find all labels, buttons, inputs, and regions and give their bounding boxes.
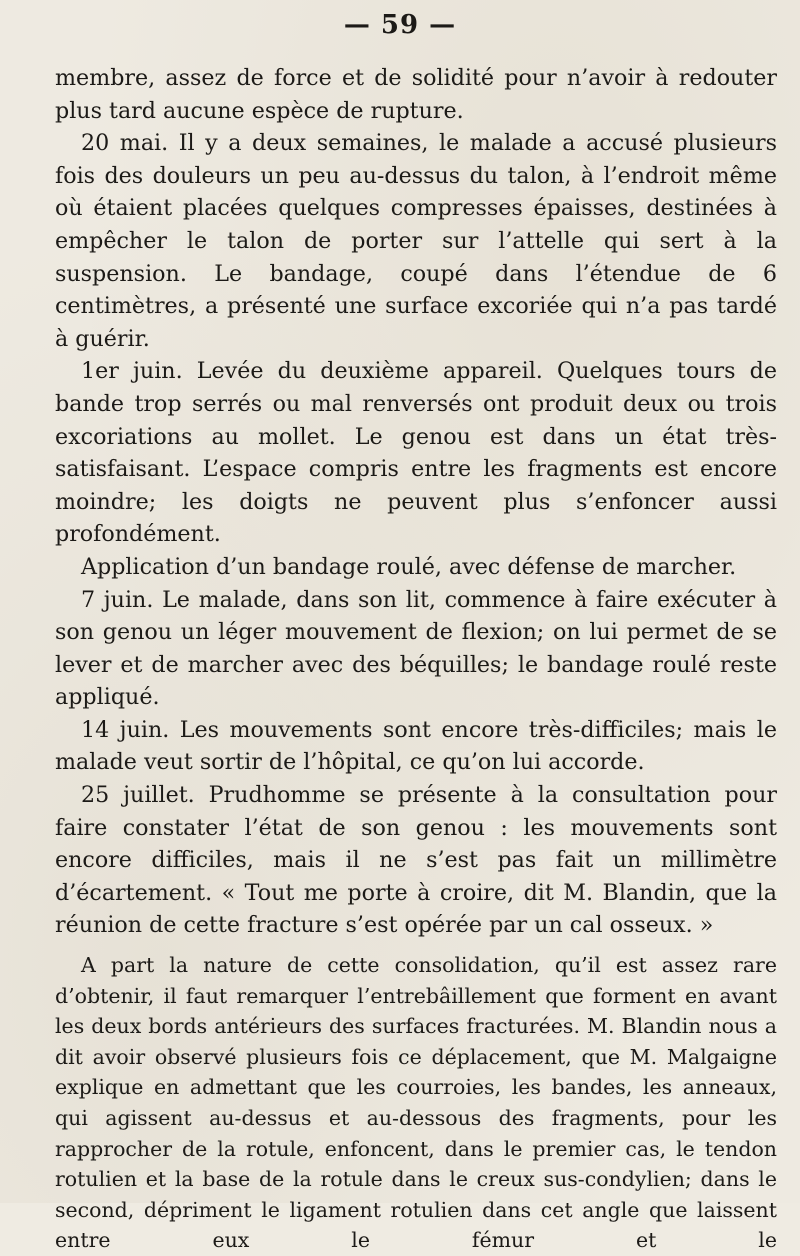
page-body: [55, 62, 777, 1256]
paragraph: 20 mai. Il y a deux semaines, le malade a accusé plusieurs fois des douleurs un peu au-dessus du talon, à l’endroit même où étaient placées quelques compresses épaisses, destinées à empêcher le talon de porter sur l’attelle qui sert à la suspension. Le bandage, coupé dans l’étendue de 6 centimètres, a présenté une surface excoriée qui n’a pas tardé à guérir.: [55, 130, 777, 352]
paragraph: 14 juin. Les mouvements sont encore très-difficiles; mais le malade veut sortir de l’hôpital, ce qu’on lui accorde.: [55, 716, 777, 776]
paragraph: 7 juin. Le malade, dans son lit, commence à faire exécuter à son genou un léger mouvement de flexion; on lui permet de se lever et de marcher avec des béquilles; le bandage roulé reste appliqué.: [55, 586, 777, 711]
paragraph: membre, assez de force et de solidité pour n’avoir à redouter plus tard aucune espèce de rupture.: [55, 65, 777, 124]
paragraph: 1er juin. Levée du deuxième appareil. Quelques tours de bande trop serrés ou mal renversés ont produit deux ou trois excoriations au mollet. Le genou est dans un état très-satisfaisant. L’espace compris entre les fragments est encore moindre; les doigts ne peuvent plus s’enfoncer aussi profondément.: [55, 358, 777, 548]
page-number: — 59 —: [343, 10, 457, 40]
paragraph: 25 juillet. Prudhomme se présente à la consultation pour faire constater l’état de son genou : les mouvements sont encore difficiles, mais il ne s’est pas fait un millimètre d’écartement. « Tout me porte à croire, dit M. Blandin, que la réunion de cette fracture s’est opérée par un cal osseux. »: [55, 782, 777, 939]
paragraph: A part la nature de cette consolidation, qu’il est assez rare d’obtenir, il faut remarquer l’entrebâillement que forment en avant les deux bords antérieurs des surfaces fracturées. M. Blandin nous a dit avoir observé plusieurs fois ce déplacement, que M. Malgaigne explique en admettant que les courroies, les bandes, les anneaux, qui agissent au-dessus et au-dessous des fragments, pour les rapprocher de la rotule, enfoncent, dans le premier cas, le tendon rotulien et la base de la rotule dans le creux sus-condylien; dans le second, dépriment le ligament rotulien dans cet angle que laissent entre eux le fémur et le: [55, 953, 777, 1253]
paragraph: Application d’un bandage roulé, avec défense de marcher.: [81, 553, 737, 580]
